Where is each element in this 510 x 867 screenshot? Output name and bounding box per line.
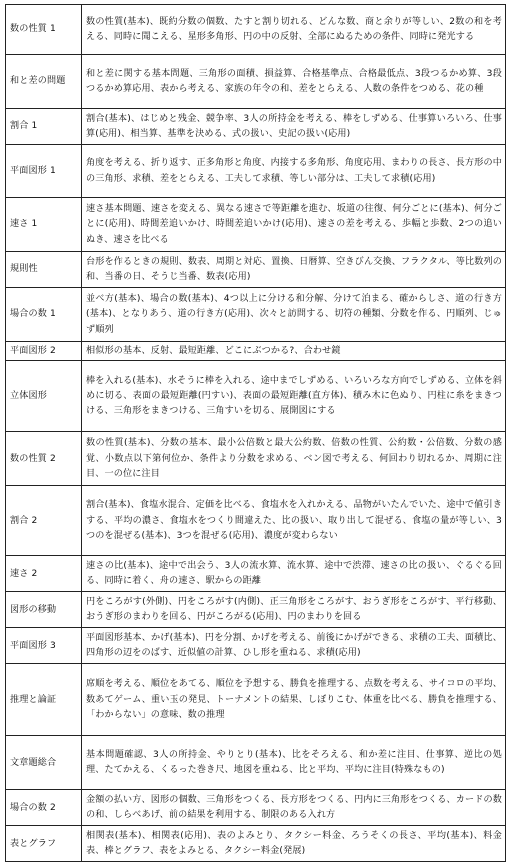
table-row xyxy=(6,432,506,486)
curriculum-table xyxy=(5,4,506,862)
unit-topics: 割合(基本)、食塩水混合、定価を比べる、食塩水を入れかえる、品物がいたんでいた、途中で値引きする、平均の濃さ、食塩水をつくり間違えた、比の扱い、取り出して混ぜる、食塩の量が等しい、3つのを混ぜる(基本)、3つを混ぜる(応用)、濃度が変わらない xyxy=(82,486,506,556)
unit-topics: 数の性質(基本)、分数の基本、最小公倍数と最大公約数、倍数の性質、公約数・公倍数、分数の感覚、小数点以下第何位か、条件より分数を求める、ベン図で考える、何回わり切れるか、周期に注目、一の位に注目 xyxy=(82,432,506,486)
unit-name: 立体図形 xyxy=(6,361,82,432)
unit-topics: 棒を入れる(基本)、水そうに棒を入れる、途中までしずめる、いろいろな方向でしずめる、立体を斜めに切る、表面の最短距離(円すい)、表面の最短距離(直方体)、積み木に色ぬり、円柱に糸をまきつける、三角形をまきつける、三角すいを切る、展開図にする xyxy=(82,361,506,432)
table-row xyxy=(6,55,506,109)
unit-name: 図形の移動 xyxy=(6,592,82,628)
table-row xyxy=(6,5,506,55)
unit-topics: 速さの比(基本)、途中で出会う、3人の流水算、流水算、途中で渋滞、速さの比の扱い、ぐるぐる回る、同時に着く、舟の速さ、駅からの距離 xyxy=(82,556,506,592)
table-row xyxy=(6,288,506,342)
unit-topics: 席順を考える、順位をあてる、順位を予想する、勝負を推理する、点数を考える、サイコロの平均、数あてゲーム、重い玉の発見、トーナメントの結果、しぼりこむ、体重を比べる、勝負を推理する、「わからない」の意味、数の推理 xyxy=(82,664,506,736)
curriculum-sheet xyxy=(5,4,505,862)
unit-topics: 角度を考える、折り返す、正多角形と角度、内接する多角形、角度応用、まわりの長さ、長方形の中の三角形、求積、差をとらえる、工夫して求積、等しい部分は、工夫して求積(応用) xyxy=(82,145,506,198)
unit-topics: 相似形の基本、反射、最短距離、どこにぶつかる?、合わせ鏡 xyxy=(82,342,506,361)
table-row xyxy=(6,826,506,862)
unit-topics: 平面図形基本、かげ(基本)、円を分割、かげを考える、前後にかげができる、求積の工夫、面積比、四角形の辺をのばす、近似値の計算、ひし形を重ねる、求積(応用) xyxy=(82,628,506,664)
unit-name: 推理と論証 xyxy=(6,664,82,736)
unit-name: 文章題総合 xyxy=(6,736,82,790)
unit-topics: 金額の払い方、図形の個数、三角形をつくる、長方形をつくる、円内に三角形をつくる、カードの数の和、しらべあげ、前の結果を利用する、制限のある入れ方 xyxy=(82,790,506,826)
table-row xyxy=(6,556,506,592)
unit-topics: 相関表(基本)、相関表(応用)、表のよみとり、タクシー料金、ろうそくの長さ、平均(基本)、料金表、棒とグラフ、表をよみとる、タクシー料金(発展) xyxy=(82,826,506,862)
unit-topics: 速さ基本問題、速さを変える、異なる速さで等距離を進む、坂道の往復、何分ごとに(基本)、何分ごとに(応用)、時間差追いかけ、時間差追いかけ(応用)、速さの差を考える、歩幅と歩数、2つの追いぬき、速さを比べる xyxy=(82,198,506,252)
table-row xyxy=(6,486,506,556)
unit-name: 割合 2 xyxy=(6,486,82,556)
unit-name: 数の性質 1 xyxy=(6,5,82,55)
unit-name: 規則性 xyxy=(6,252,82,288)
unit-topics: 数の性質(基本)、既約分数の個数、たすと割り切れる、どんな数、商と余りが等しい、2数の和を考える、同時に聞こえる、星形多角形、円の中の反射、全部にぬるための条件、同時に発光する xyxy=(82,5,506,55)
unit-name: 和と差の問題 xyxy=(6,55,82,109)
unit-topics: 基本問題確認、3人の所持金、やりとり(基本)、比をそろえる、和か差に注目、仕事算、逆比の処理、たてかえる、くるった巻き尺、地図を重ねる、比と平均、平均に注目(特殊なもの) xyxy=(82,736,506,790)
unit-name: 割合 1 xyxy=(6,109,82,145)
unit-name: 平面図形 1 xyxy=(6,145,82,198)
unit-name: 場合の数 1 xyxy=(6,288,82,342)
table-row xyxy=(6,145,506,198)
table-row xyxy=(6,342,506,361)
table-row xyxy=(6,109,506,145)
unit-name: 速さ 1 xyxy=(6,198,82,252)
unit-name: 場合の数 2 xyxy=(6,790,82,826)
unit-topics: 和と差に関する基本問題、三角形の面積、損益算、合格基準点、合格最低点、3段つるかめ算、3段つるかめ算応用、表から考える、家族の年令の和、差をとらえる、人数の条件をつめる、花の種 xyxy=(82,55,506,109)
table-row xyxy=(6,198,506,252)
unit-name: 平面図形 3 xyxy=(6,628,82,664)
unit-name: 表とグラフ xyxy=(6,826,82,862)
table-row xyxy=(6,361,506,432)
unit-topics: 並べ方(基本)、場合の数(基本)、4つ以上に分ける和分解、分けて泊まる、確からしさ、道の行き方(基本)、となりあう、道の行き方(応用)、次々と訪問する、切符の種類、分数を作る、円順列、じゅず順列 xyxy=(82,288,506,342)
table-row xyxy=(6,252,506,288)
unit-name: 数の性質 2 xyxy=(6,432,82,486)
unit-topics: 台形を作るときの規則、数表、周期と対応、置換、日暦算、空きびん交換、フラクタル、等比数列の和、当番の日、そうじ当番、数表(応用) xyxy=(82,252,506,288)
table-row xyxy=(6,664,506,736)
unit-topics: 割合(基本)、はじめと残金、競争率、3人の所持金を考える、棒をしずめる、仕事算いろいろ、仕事算(応用)、相当算、基準を決める、式の扱い、史記の扱い(応用) xyxy=(82,109,506,145)
unit-topics: 円をころがす(外側)、円をころがす(内側)、正三角形をころがす、おうぎ形をころがす、平行移動、おうぎ形のまわりを回る、円がころがる(応用)、円のまわりを回る xyxy=(82,592,506,628)
table-row xyxy=(6,790,506,826)
unit-name: 平面図形 2 xyxy=(6,342,82,361)
table-row xyxy=(6,592,506,628)
unit-name: 速さ 2 xyxy=(6,556,82,592)
table-row xyxy=(6,736,506,790)
table-row xyxy=(6,628,506,664)
curriculum-table-body xyxy=(6,5,506,862)
